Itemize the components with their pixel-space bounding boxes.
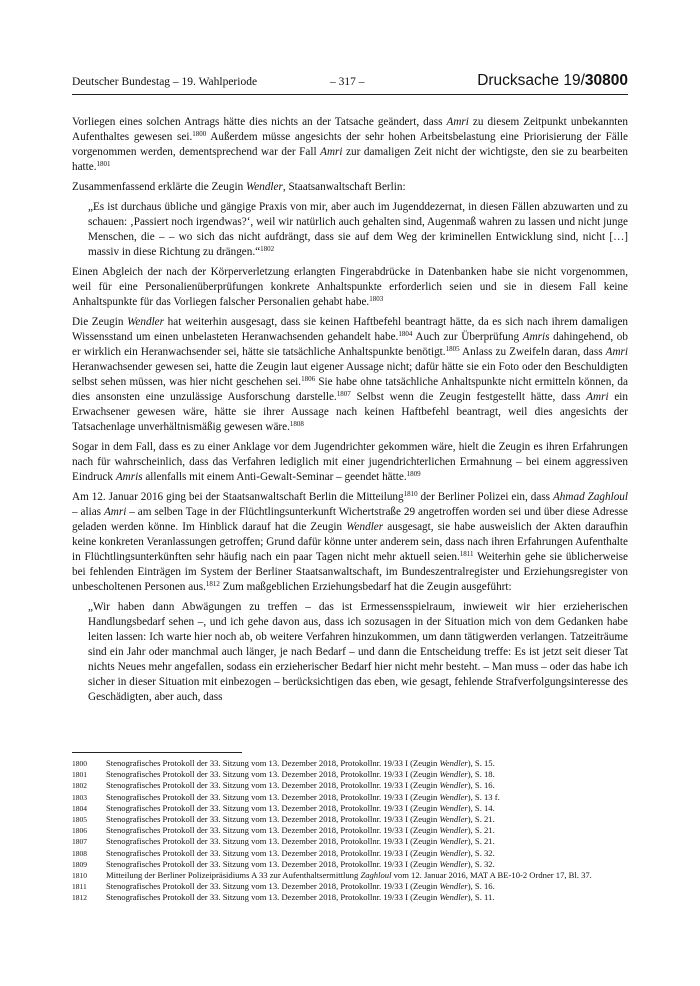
footnote [72,780,628,791]
text-run: ausgesagt, sie habe ausweislich der Akten daraufhin keine konkreten Veranlassungen getroffen; Grund dafür könne unter anderem sein, dass nach ihren Erfahrungen Aufenthalte in Flüchtlingsunterkünften sehr häufig nach ein paar Tagen nicht mehr aktuell seien. [72,521,628,563]
text-run: – alias [72,506,104,518]
text-run: Einen Abgleich der nach der Körperverletzung erlangten Fingerabdrücke in Datenbanken habe sie nicht vorgenommen, weil für eine Personalienüberprüfungen konkrete Anhaltspunkte erforderlich seien und sie in diesem Fall keine Anhaltspunkte für das Vorliegen falscher Personalien gehabt habe. [72,266,628,308]
italic-name: Wendler [439,836,468,847]
italic-name: Wendler [439,780,468,791]
footnote-text [106,792,628,803]
text-run: Stenografisches Protokoll der 33. Sitzung vom 13. Dezember 2018, Protokollnr. 19/33 I (Zeugin [106,814,440,825]
italic-name: Amri [586,391,609,403]
footnote-number: 1803 [72,792,87,802]
footnote-text [106,892,628,903]
footnote-text [106,881,628,892]
text-run: ), S. 18. [467,769,495,780]
italic-name: Wendler [439,814,468,825]
italic-name: Ahmad Zaghloul [552,491,629,503]
italic-name: Wendler [439,791,468,802]
text-run: hat weiterhin ausgesagt, dass sie keinen Haftbefehl beantragt hätte, da es sich nach ihrem damaligen Wissensstand um einen unbelasteten Heranwachsenden gehandelt habe. [72,316,629,343]
footnote-text [106,814,628,825]
footnote-text [106,836,628,847]
footnote-ref: 1804 [398,330,413,338]
footnote-number: 1804 [72,803,87,813]
italic-name: Wendler [439,847,468,858]
text-run: zu diesem Zeitpunkt unbekannten Aufenthaltes gewesen sei. [72,116,628,143]
document-id: 30800 [584,72,628,89]
italic-name: Wendler [346,521,384,533]
text-run: Auch zur Überprüfung [412,331,523,343]
text-run: ), S. 21. [467,836,495,847]
footnote-ref: 1802 [260,245,275,253]
text-run: ), S. 15. [467,758,495,768]
text-run: Stenografisches Protokoll der 33. Sitzung vom 13. Dezember 2018, Protokollnr. 19/33 I (Zeugin [106,858,440,869]
italic-name: Wendler [439,825,468,836]
footnote [72,769,628,780]
footnote [72,881,628,892]
footnote-number: 1806 [72,826,87,836]
italic-name: Wendler [127,316,164,328]
italic-name: Zaghloul [360,870,392,881]
footnote-text [106,870,628,881]
text-run: Stenografisches Protokoll der 33. Sitzung vom 13. Dezember 2018, Protokollnr. 19/33 I (Zeugin [106,847,440,858]
text-run: Stenografisches Protokoll der 33. Sitzung vom 13. Dezember 2018, Protokollnr. 19/33 I (Zeugin [106,769,440,780]
footnotes [72,758,628,904]
footnote-text [106,848,628,859]
header-parliament: Deutscher Bundestag – 19. Wahlperiode [72,76,258,88]
footnote [72,825,628,836]
text-run: dahingehend, ob er wirklich ein Heranwachsender sei, hätte sie tatsächliche Anhaltspunkte benötigt. [72,331,628,358]
page [72,72,628,710]
quote-paragraph [88,200,628,260]
text-run: Stenografisches Protokoll der 33. Sitzung vom 13. Dezember 2018, Protokollnr. 19/33 I (Zeugin [106,881,440,892]
footnote-ref: 1808 [289,420,304,428]
italic-name: Amris [522,331,550,343]
footnote-ref: 1809 [406,470,421,478]
text-run: „Es ist durchaus übliche und gängige Praxis von mir, aber auch im Jugenddezernat, in diesen Fällen abzuwarten und zu schauen: ‚Passiert noch irgendwas?‘, weil wir natürlich auch gehalten sind, Augenmaß wahren zu lassen und nicht junge Menschen, die – – wo sich das nicht aufdrängt, dass sie auf dem Weg der kriminellen Entwicklung sind, nicht […] massiv in diese Richtung zu drängen.“ [88,201,628,258]
italic-name: Wendler [439,892,468,903]
text-run: Heranwachsender gewesen sei, hatte die Zeugin laut eigener Aussage nicht; dafür hätte sie ein Foto oder den Beschuldigten selbst sehen müssen, was hier nicht geschehen sei. [72,361,628,388]
footnote-ref: 1805 [445,345,460,353]
text-run: Anlass zu Zweifeln daran, dass [459,346,606,358]
quote-paragraph [88,600,628,705]
italic-name: Wendler [439,769,468,780]
text-run: allenfalls mit einem Anti-Gewalt-Seminar – geendet hätte. [142,471,407,483]
text-run: ), S. 21. [467,814,495,825]
text-run: , Staatsanwaltschaft Berlin: [282,181,406,193]
paragraph [72,440,628,485]
text-run: der Berliner Polizei ein, dass [417,491,553,503]
footnote-number: 1800 [72,759,87,768]
text-run: Weiterhin gehe sie üblicherweise bei fehlenden Einträgen im System der Berliner Staatsanwaltschaft, im Bundeszentralregister und Erziehungsregister von unbescholtenen Personen aus. [72,551,628,593]
document-number [477,72,628,90]
footnote-text [106,825,628,836]
footnote-number: 1807 [72,837,87,847]
footnote-number: 1805 [72,815,87,825]
text-run: Sogar in dem Fall, dass es zu einer Anklage vor dem Jugendrichter gekommen wäre, hielt die Zeugin es ihren Erfahrungen nach für wahrscheinlich, dass das Verfahren lediglich mit einer jugendrichterlichen Ermahnung – bei einem aggressiven Eindruck [72,441,628,483]
page-header [72,72,628,95]
italic-name: Amri [446,116,469,128]
text-run: Die Zeugin [72,316,128,328]
body-text [72,115,628,705]
page-number: – 317 – [330,76,365,88]
text-run: ein Erwachsener gewesen wäre, hätte sie ihrer Aussage nach keinen Haftbefehl beantragt, weil dies angesichts der Tatsachenlage unverhältnismäßig gewesen wäre. [72,391,628,433]
text-run: ), S. 32. [467,858,495,869]
paragraph [72,115,628,175]
footnote-text [106,780,628,791]
footnote-number: 1801 [72,770,87,780]
text-run: „Wir haben dann Abwägungen zu treffen – das ist Ermessensspielraum, inwieweit wir hier erzieherischen Handlungsbedarf sehen –, und ich gehe davon aus, dass ich sozusagen in der Situation mich von dem Gedanken habe leiten lassen: Ich warte hier noch ab, ob weitere Verfahren hinzukommen, um dann tätigwerden verlangen. Tatzeiträume sind ein Jahr oder manchmal auch länger, je nach Bedarf – und dann die Entscheidung treffe: Es ist jetzt seit dieser Tat nichts Neues mehr angefallen, sodass ein erzieherischer Bedarf hier nicht mehr besteht. – Man muss – oder das habe ich sicher in dieser Situation mit einbezogen – berücksichtigen das eben, wie gesagt, fehlende Strafverfolgungsinteresse des Geschädigten, aber auch, dass [88,601,628,703]
footnote [72,792,628,803]
text-run: ), S. 13 f. [467,791,500,802]
footnote-ref: 1811 [459,550,474,558]
text-run: Vorliegen eines solchen Antrags hätte dies nichts an der Tatsache geändert, dass [72,116,447,128]
footnote [72,803,628,814]
italic-name: Wendler [439,758,468,768]
footnote [72,836,628,847]
footnote-ref: 1801 [96,160,111,168]
footnote-number: 1811 [72,882,87,892]
text-run: Stenografisches Protokoll der 33. Sitzung vom 13. Dezember 2018, Protokollnr. 19/33 I (Zeugin [106,825,440,836]
footnote-ref: 1810 [403,490,418,498]
text-run: Stenografisches Protokoll der 33. Sitzung vom 13. Dezember 2018, Protokollnr. 19/33 I (Zeugin [106,780,440,791]
footnote-ref: 1812 [205,580,220,588]
italic-name: Amri [103,506,127,518]
paragraph [72,265,628,310]
paragraph [72,180,628,195]
italic-name: Wendler [439,802,468,813]
text-run: Zusammenfassend erklärte die Zeugin [72,181,246,193]
footnote-text [106,758,628,769]
text-run: Außerdem müsse angesichts der sehr hohen Arbeitsbelastung eine Priorisierung der Fälle vorgenommen werden, dementsprechend war der Fall [72,131,628,158]
text-run: ), S. 21. [467,825,495,836]
text-run: Stenografisches Protokoll der 33. Sitzung vom 13. Dezember 2018, Protokollnr. 19/33 I (Zeugin [106,836,440,847]
text-run: ), S. 14. [467,802,495,813]
text-run: Mitteilung der Berliner Polizeipräsidiums A 33 zur Aufenthaltsermittlung [106,870,361,881]
text-run: Zum maßgeblichen Erziehungsbedarf hat die Zeugin ausgeführt: [219,581,512,593]
footnote [72,848,628,859]
text-run: ), S. 32. [467,847,495,858]
footnote [72,859,628,870]
italic-name: Wendler [439,881,468,892]
text-run: Selbst wenn die Zeugin festgestellt hätte, dass [350,391,587,403]
text-run: Stenografisches Protokoll der 33. Sitzung vom 13. Dezember 2018, Protokollnr. 19/33 I (Zeugin [106,892,440,903]
footnote-number: 1802 [72,781,87,791]
italic-name: Amri [605,346,628,358]
text-run: Sie habe ohne tatsächliche Anhaltspunkte nicht ermitteln können, da dies ansonsten eine unzulässige Ausforschung darstelle. [72,376,628,403]
footnote-number: 1812 [72,893,87,903]
footnote [72,892,628,903]
text-run: ), S. 16. [467,780,495,791]
italic-name: Amri [320,146,343,158]
document-label: Drucksache 19/ [477,72,585,89]
text-run: Stenografisches Protokoll der 33. Sitzung vom 13. Dezember 2018, Protokollnr. 19/33 I (Zeugin [106,758,440,768]
text-run: Am 12. Januar 2016 ging bei der Staatsanwaltschaft Berlin die Mitteilung [72,491,404,503]
text-run: ), S. 16. [467,881,495,892]
footnote-text [106,803,628,814]
italic-name: Wendler [245,181,283,193]
footnote [72,814,628,825]
footnote-ref: 1800 [192,130,207,138]
italic-name: Wendler [439,858,468,869]
paragraph [72,315,628,435]
footnote-number: 1808 [72,848,87,858]
footnote [72,870,628,881]
text-run: Stenografisches Protokoll der 33. Sitzung vom 13. Dezember 2018, Protokollnr. 19/33 I (Zeugin [106,791,440,802]
footnote-divider [72,752,242,753]
text-run: Stenografisches Protokoll der 33. Sitzung vom 13. Dezember 2018, Protokollnr. 19/33 I (Zeugin [106,802,440,813]
footnote-text [106,769,628,780]
footnote-ref: 1807 [336,390,351,398]
text-run: zur damaligen Zeit nicht der wichtigste, den sie zu bearbeiten hatte. [72,146,628,173]
footnote-text [106,859,628,870]
footnote-number: 1810 [72,871,87,881]
footnote-number: 1809 [72,859,87,869]
text-run: vom 12. Januar 2016, MAT A BE-10-2 Ordner 17, Bl. 37. [391,870,592,881]
text-run: – am selben Tage in der Flüchtlingsunterkunft Wichertstraße 29 angetroffen worden sei und über diese Adresse geladen werden könne. Im Hinblick darauf hat die Zeugin [72,506,628,533]
footnote-ref: 1803 [369,295,384,303]
paragraph [72,490,628,595]
italic-name: Amris [115,471,143,483]
text-run: ), S. 11. [467,892,495,903]
footnote-ref: 1806 [301,375,316,383]
footnote [72,758,628,769]
